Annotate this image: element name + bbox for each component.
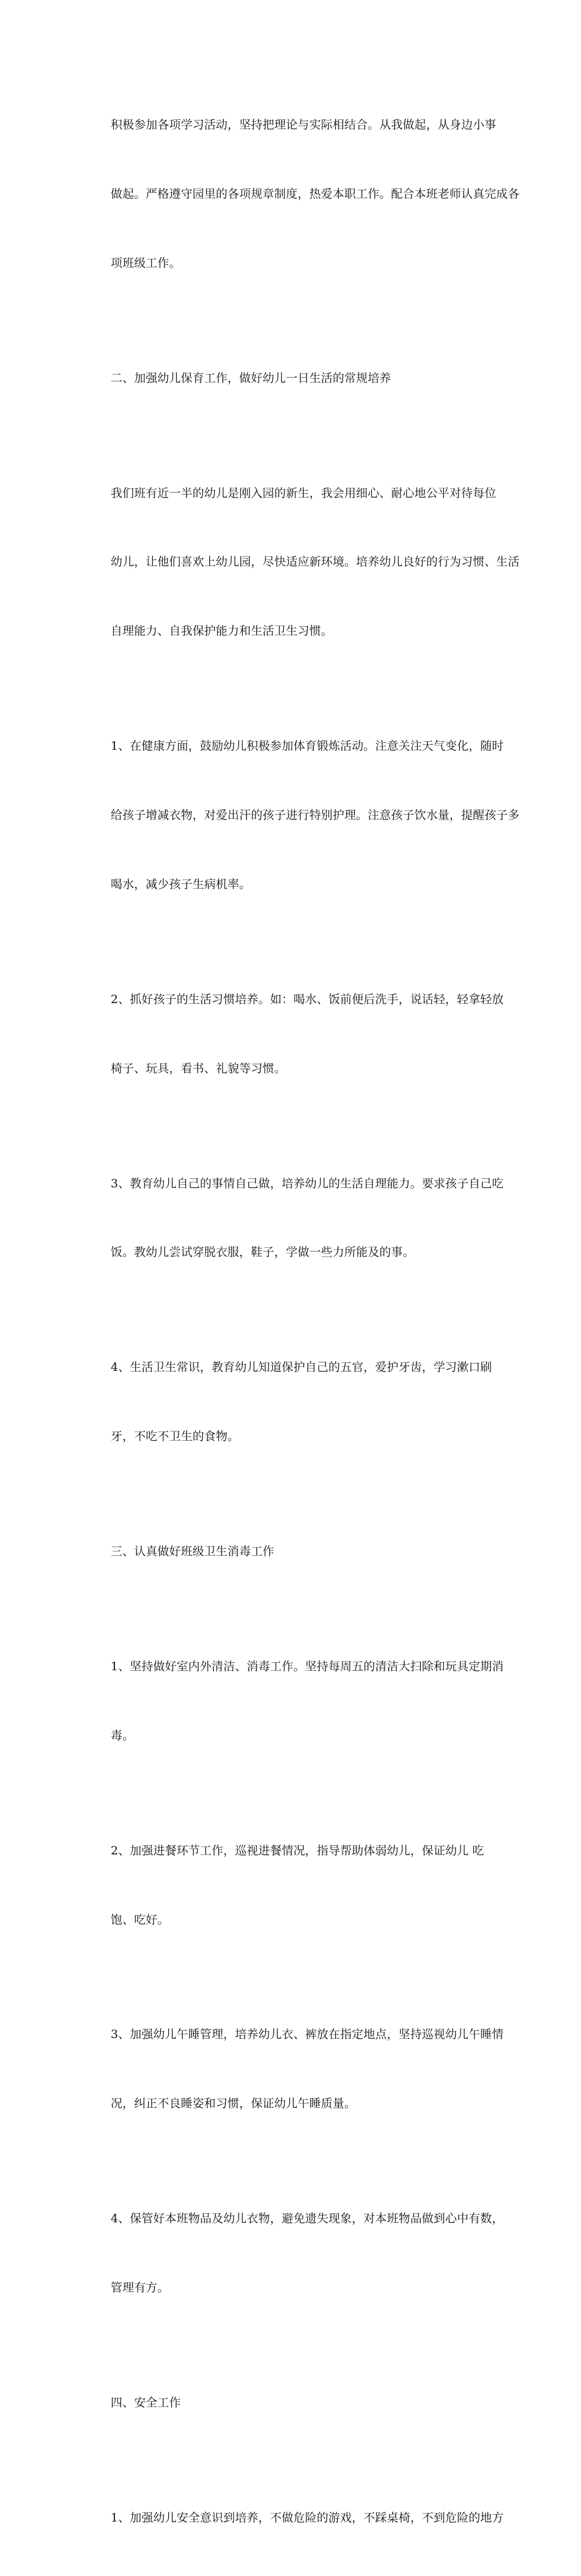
text-line: 自理能力、自我保护能力和生活卫生习惯。 bbox=[111, 624, 333, 638]
text-line: 积极参加各项学习活动，坚持把理论与实际相结合。从我做起，从身边小事 bbox=[111, 118, 497, 132]
text-line: 项班级工作。 bbox=[111, 256, 181, 270]
paragraph-study bbox=[87, 68, 520, 321]
text-line: 牙，不吃不卫生的食物。 bbox=[111, 1430, 240, 1444]
paragraph-safety bbox=[87, 2461, 504, 2576]
paragraph-nap bbox=[87, 1977, 504, 2162]
paragraph-belongings bbox=[87, 2162, 504, 2346]
text-line: 3、教育幼儿自己的事情自己做，培养幼儿的生活自理能力。要求孩子自己吃 bbox=[111, 1176, 504, 1190]
text-line: 幼儿，让他们喜欢上幼儿园，尽快适应新环境。培养幼儿良好的行为习惯、生活 bbox=[111, 555, 520, 569]
paragraph-new-students bbox=[87, 436, 520, 690]
paragraph-health bbox=[87, 689, 520, 943]
text-line: 1、在健康方面，鼓励幼儿积极参加体育锻炼活动。注意关注天气变化，随时 bbox=[111, 739, 504, 753]
paragraph-meals bbox=[87, 1794, 496, 1978]
text-line: 4、保管好本班物品及幼儿衣物，避免遗失现象，对本班物品做到心中有数， bbox=[111, 2212, 504, 2226]
heading-line: 四、安全工作 bbox=[111, 2395, 181, 2410]
text-line: 1、加强幼儿安全意识到培养，不做危险的游戏，不踩桌椅，不到危险的地方 bbox=[111, 2511, 504, 2525]
document-body bbox=[87, 68, 520, 2576]
heading-line: 三、认真做好班级卫生消毒工作 bbox=[111, 1545, 275, 1558]
text-line: 毒。 bbox=[111, 1728, 135, 1742]
text-line: 2、加强进餐环节工作，巡视进餐情况，指导帮助体弱幼儿，保证幼儿 吃 bbox=[111, 1843, 484, 1857]
paragraph-self-care bbox=[87, 1126, 504, 1310]
text-line: 做起。严格遵守园里的各项规章制度，热爱本职工作。配合本班老师认真完成各 bbox=[111, 187, 520, 201]
text-line: 2、抓好孩子的生活习惯培养。如：喝水、饭前便后洗手，说话轻，轻拿轻放 bbox=[111, 992, 504, 1006]
text-line: 况，纠正不良睡姿和习惯，保证幼儿午睡质量。 bbox=[111, 2097, 357, 2111]
text-line: 喝水，减少孩子生病机率。 bbox=[111, 877, 251, 891]
text-line: 椅子、玩具，看书、礼貌等习惯。 bbox=[111, 1061, 286, 1075]
section-heading-3 bbox=[87, 1495, 496, 1610]
text-line: 1、坚持做好室内外清洁、消毒工作。坚持每周五的清洁大扫除和玩具定期消 bbox=[111, 1659, 504, 1673]
heading-line: 二、加强幼儿保育工作，做好幼儿一日生活的常规培养 bbox=[111, 371, 391, 385]
paragraph-habits bbox=[87, 943, 504, 1127]
text-line: 饭。教幼儿尝试穿脱衣服，鞋子，学做一些力所能及的事。 bbox=[111, 1245, 415, 1260]
paragraph-cleaning bbox=[87, 1610, 504, 1794]
text-line: 3、加强幼儿午睡管理，培养幼儿衣、裤放在指定地点，坚持巡视幼儿午睡情 bbox=[111, 2028, 504, 2042]
text-line: 管理有方。 bbox=[111, 2281, 169, 2294]
section-heading-4 bbox=[87, 2346, 496, 2461]
text-line: 饱、吃好。 bbox=[111, 1913, 169, 1927]
paragraph-hygiene bbox=[87, 1310, 496, 1495]
text-line: 给孩子增减衣物，对爱出汗的孩子进行特别护理。注意孩子饮水量，提醒孩子多 bbox=[111, 808, 520, 822]
text-line: 我们班有近一半的幼儿是刚入园的新生，我会用细心、耐心地公平对待每位 bbox=[111, 486, 497, 500]
text-line: 4、生活卫生常识，教育幼儿知道保护自己的五官，爱护牙齿，学习漱口刷 bbox=[111, 1361, 492, 1375]
section-heading-2 bbox=[87, 321, 496, 436]
